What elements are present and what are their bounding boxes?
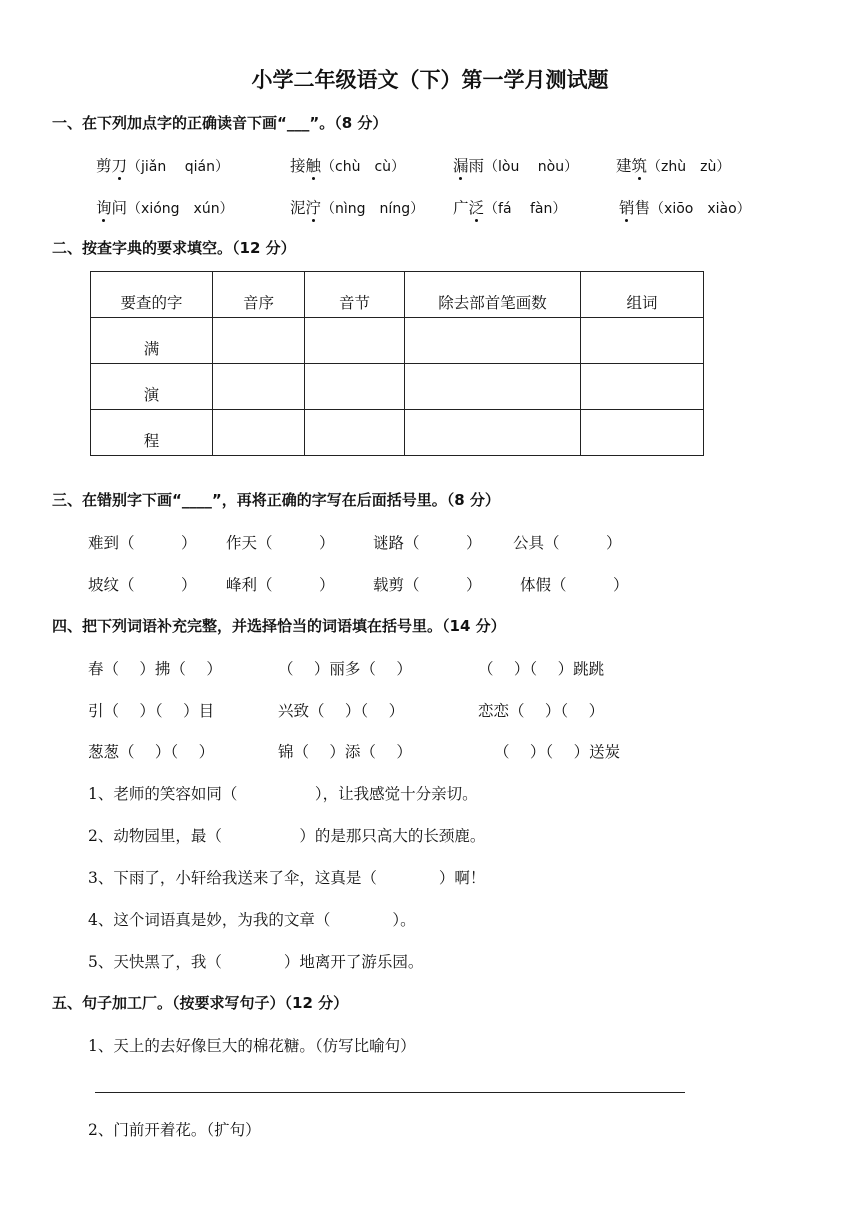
idiom-blank: 葱葱（ ）（ ） <box>88 743 215 761</box>
answer-line[interactable] <box>95 1092 685 1093</box>
word-char: 接 <box>290 157 306 175</box>
word-char: 广 <box>453 199 469 217</box>
pinyin-item <box>96 196 234 218</box>
table-cell-char: 演 <box>91 364 213 410</box>
dotted-char: 漏 <box>453 157 469 175</box>
idiom-blank: 春（ ）拂（ ） <box>88 660 222 678</box>
dotted-char: 泛 <box>468 199 485 217</box>
pinyin-item <box>290 196 424 218</box>
error-word-item: 难到（ ） <box>88 534 197 552</box>
pinyin-item <box>453 154 578 176</box>
pinyin-options: （lòu nòu） <box>484 159 579 175</box>
pinyin-item <box>453 196 566 218</box>
pinyin-options: （zhù zù） <box>647 159 731 175</box>
pinyin-item <box>290 154 405 176</box>
table-header-row <box>91 272 704 318</box>
word-char: 雨 <box>468 157 485 175</box>
table-header: 音节 <box>305 272 405 318</box>
answer-cell[interactable] <box>305 364 405 410</box>
section-5-heading: 五、句子加工厂。（按要求写句子）（12 分） <box>52 994 349 1012</box>
pinyin-options: （xiōo xiào） <box>650 201 751 217</box>
table-row <box>91 410 704 456</box>
error-word-item: 坡纹（ ） <box>88 576 197 594</box>
word-char: 建 <box>616 157 632 175</box>
idiom-blank: （ ）丽多（ ） <box>278 660 412 678</box>
fill-sentence: 5、天快黑了，我（ ）地离开了游乐园。 <box>88 953 424 971</box>
answer-cell[interactable] <box>581 318 704 364</box>
idiom-blank: 兴致（ ）（ ） <box>278 702 405 720</box>
table-cell-char: 满 <box>91 318 213 364</box>
fill-sentence: 1、老师的笑容如同（ ），让我感觉十分亲切。 <box>88 785 478 803</box>
table-header: 组词 <box>581 272 704 318</box>
fill-sentence: 4、这个词语真是妙，为我的文章（ ）。 <box>88 911 416 929</box>
answer-cell[interactable] <box>305 318 405 364</box>
pinyin-options: （nìng níng） <box>321 201 425 217</box>
fill-sentence: 2、动物园里，最（ ）的是那只高大的长颈鹿。 <box>88 827 486 845</box>
section-2-heading: 二、按查字典的要求填空。（12 分） <box>52 239 296 257</box>
dotted-char: 触 <box>305 157 322 175</box>
error-word-item: 载剪（ ） <box>373 576 482 594</box>
page-title: 小学二年级语文（下）第一学月测试题 <box>251 68 609 92</box>
idiom-blank: （ ）（ ）送炭 <box>494 743 621 761</box>
table-row <box>91 364 704 410</box>
answer-cell[interactable] <box>581 410 704 456</box>
question-2: 2、门前开着花。（扩句） <box>88 1121 261 1139</box>
table-cell-char: 程 <box>91 410 213 456</box>
dotted-char: 泞 <box>305 199 322 217</box>
section-3-heading: 三、在错别字下画“____”，再将正确的字写在后面括号里。（8 分） <box>52 491 500 509</box>
error-word-item: 公具（ ） <box>513 534 622 552</box>
error-word-item: 体假（ ） <box>520 576 629 594</box>
answer-cell[interactable] <box>213 410 305 456</box>
pinyin-options: （jiǎn qián） <box>127 159 229 175</box>
idiom-blank: 引（ ）（ ）目 <box>88 702 215 720</box>
word-char: 剪 <box>96 157 112 175</box>
pinyin-options: （chù cù） <box>321 159 406 175</box>
fill-sentence: 3、下雨了，小轩给我送来了伞，这真是（ ）啊！ <box>88 869 486 887</box>
answer-cell[interactable] <box>581 364 704 410</box>
answer-cell[interactable] <box>305 410 405 456</box>
answer-cell[interactable] <box>213 318 305 364</box>
answer-cell[interactable] <box>213 364 305 410</box>
dotted-char: 刀 <box>111 157 128 175</box>
table-row <box>91 318 704 364</box>
pinyin-options: （fá fàn） <box>484 201 567 217</box>
error-word-item: 峰利（ ） <box>226 576 335 594</box>
table-header: 要查的字 <box>91 272 213 318</box>
pinyin-item <box>619 196 751 218</box>
error-word-item: 谜路（ ） <box>373 534 482 552</box>
dictionary-table <box>90 271 704 456</box>
idiom-blank: （ ）（ ）跳跳 <box>478 660 605 678</box>
error-word-item: 作天（ ） <box>226 534 335 552</box>
word-char: 泥 <box>290 199 306 217</box>
pinyin-options: （xióng xún） <box>127 201 234 217</box>
answer-cell[interactable] <box>405 364 581 410</box>
table-header: 除去部首笔画数 <box>405 272 581 318</box>
table-header: 音序 <box>213 272 305 318</box>
word-char: 问 <box>111 199 128 217</box>
section-4-heading: 四、把下列词语补充完整，并选择恰当的词语填在括号里。（14 分） <box>52 617 506 635</box>
idiom-blank: 锦（ ）添（ ） <box>278 743 412 761</box>
word-char: 售 <box>634 199 651 217</box>
question-1: 1、天上的去好像巨大的棉花糖。（仿写比喻句） <box>88 1037 416 1055</box>
dotted-char: 销 <box>619 199 635 217</box>
idiom-blank: 恋恋（ ）（ ） <box>478 702 605 720</box>
pinyin-item <box>96 154 229 176</box>
answer-cell[interactable] <box>405 318 581 364</box>
section-1-heading: 一、在下列加点字的正确读音下画“___”。（8 分） <box>52 114 388 132</box>
pinyin-item <box>616 154 730 176</box>
dotted-char: 筑 <box>631 157 648 175</box>
answer-cell[interactable] <box>405 410 581 456</box>
dotted-char: 询 <box>96 199 112 217</box>
